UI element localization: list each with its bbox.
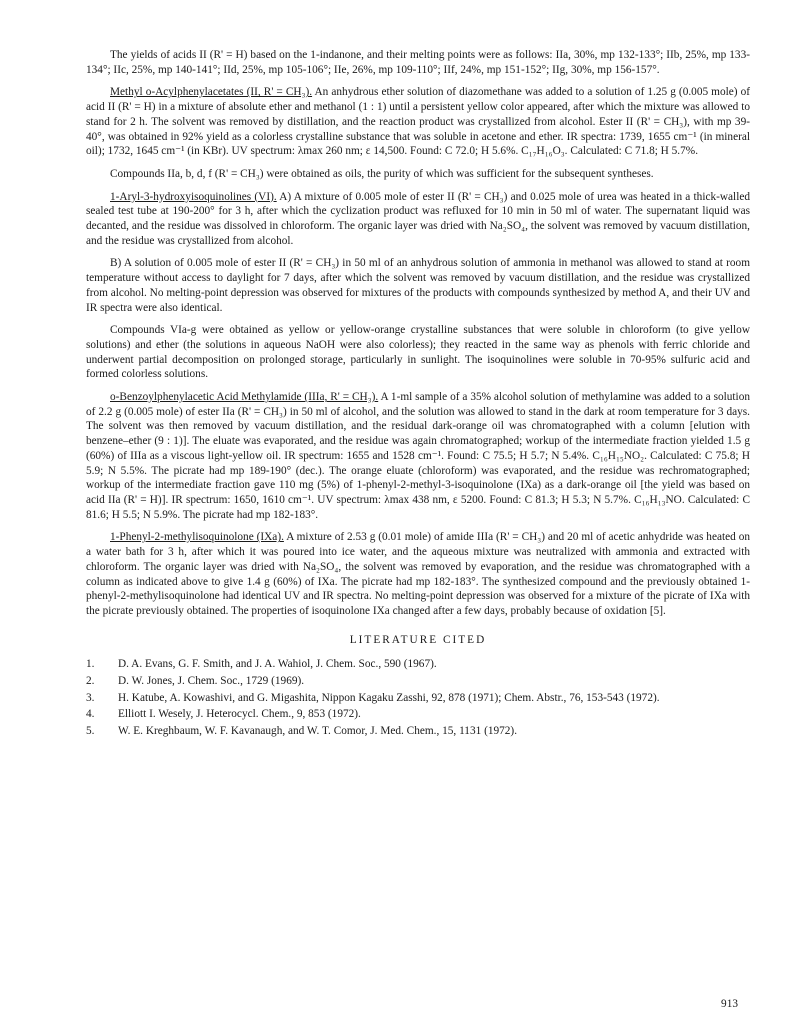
reference-number: 2.: [86, 675, 95, 688]
reference-text: W. E. Kreghbaum, W. F. Kavanaugh, and W. T. Comor, J. Med. Chem., 15, 1131 (1972).: [118, 725, 518, 738]
reference-item: [86, 657, 750, 672]
reference-text: D. W. Jones, J. Chem. Soc., 1729 (1969).: [118, 675, 305, 688]
reference-number: 3.: [86, 691, 95, 704]
paragraph-method-b: B) A solution of 0.005 mole of ester II (R' = CH₃) in 50 ml of an anhydrous solution of ammonia in methanol was allowed to stand at room temperature without access to daylight for 7 days, after which the solvent was removed by vacuum distillation, and the residue was crystallized from alcohol. No melting-point depression was observed for mixtures of the products with compounds synthesized by method A, and their UV and IR spectra were also identical.: [86, 257, 750, 314]
page-number: 913: [721, 998, 738, 1010]
section-heading: Methyl o-Acylphenylacetates (II, R' = CH₃).: [110, 86, 313, 99]
section-heading: o-Benzoylphenylacetic Acid Methylamide (IIIa, R' = CH₃).: [110, 391, 379, 404]
page-body: [86, 48, 750, 741]
paragraph-aryl-hydroxyisoquinolines: 1-Aryl-3-hydroxyisoquinolines (VI). A) A mixture of 0.005 mole of ester II (R' = CH₃) and 0.025 mole of urea was heated in a thick-walled sealed test tube at 190-200° for 3 h, after which the cyclization product was refluxed for 10 min in 50 ml of water. The supernatant liquid was decanted, and the residue was dissolved in chloroform. The organic layer was dried with Na₂SO₄, the solvent was removed by vacuum distillation, and the residue was crystallized from alcohol.: [86, 190, 750, 247]
reference-number: 4.: [86, 708, 95, 721]
paragraph-compounds-via-g: Compounds VIa-g were obtained as yellow or yellow-orange crystalline substances that were soluble in chloroform (to give yellow solutions) and ether (the solutions in aqueous NaOH were also colorless); they reacted in the same way as phenols with ferric chloride and underwent partial decomposition on prolonged storage, particularly in sunlight. The isoquinolines were soluble in 70-95% sulfuric acid and formed colorless solutions.: [86, 324, 750, 381]
paragraph-methyl-acylphenylacetates: Methyl o-Acylphenylacetates (II, R' = CH₃). An anhydrous ether solution of diazomethane was added to a solution of 1.25 g (0.005 mole) of acid II (R' = H) in a mixture of absolute ether and methanol (1 : 1) until a persistent yellow color appeared, after which the mixture was allowed to stand for 2 h. The solvent was removed by distillation, and the reaction product was crystallized from alcohol. Ester II (R' = CH₃), with mp 39-40°, was obtained in 92% yield as a colorless crystalline substance that was soluble in acetone and ether. IR spectra: 1739, 1655 cm⁻¹ (in mineral oil); 1732, 1645 cm⁻¹ (in KBr). UV spectrum: λmax 260 nm; ε 14,500. Found: C 72.0; H 5.6%. C₁₇H₁₆O₃. Calculated: C 71.8; H 5.7%.: [86, 86, 750, 158]
section-heading: 1-Aryl-3-hydroxyisoquinolines (VI).: [110, 190, 277, 203]
reference-item: [86, 674, 750, 689]
reference-item: [86, 724, 750, 739]
reference-number: 1.: [86, 658, 95, 671]
reference-item: [86, 691, 750, 706]
reference-text: H. Katube, A. Kowashivi, and G. Migashita, Nippon Kagaku Zasshi, 92, 878 (1971); Chem. Abstr., 76, 153-543 (1972).: [118, 691, 660, 704]
paragraph-benzoylphenylacetic-methylamide: o-Benzoylphenylacetic Acid Methylamide (IIIa, R' = CH₃). A 1-ml sample of a 35% alcohol solution of methylamine was added to a solution of 2.2 g (0.005 mole) of ester IIa (R' = CH₃) in 50 ml of alcohol, and the solution was allowed to stand in the dark at room temperature for 3 days. The solvent was then removed by vacuum distillation, and the residual dark-orange oil was chromatographed with a column [elution with benzene–ether (9 : 1)]. The eluate was evaporated, and the residue was again chromatographed; workup of the intermediate fraction yielded 1.5 g (60%) of IIIa as a viscous light-yellow oil. IR spectrum: 1655 and 1528 cm⁻¹. Found: C 75.5; H 5.7; N 5.4%. C₁₆H₁₅NO₂. Calculated: C 75.8; H 5.9; N 5.5%. The picrate had mp 189-190° (dec.). The orange eluate (chloroform) was evaporated, and the residue was rechromatographed; workup of the intermediate fraction gave 110 mg (5%) of 1-phenyl-2-methyl-3-isoquinolone (IXa) as a dark-orange oil [the yield was based on acid IIa (R' = H)]. IR spectrum: 1650, 1610 cm⁻¹. UV spectrum: λmax 438 nm, ε 5200. Found: C 81.3; H 5.3; N 5.7%. C₁₆H₁₃NO. Calculated: C 81.6; H 5.5; N 5.9%. The picrate had mp 182-183°.: [86, 391, 750, 521]
literature-cited-heading: LITERATURE CITED: [349, 633, 487, 646]
section-heading: 1-Phenyl-2-methylisoquinolone (IXa).: [110, 531, 284, 544]
reference-text: D. A. Evans, G. F. Smith, and J. A. Wahiol, J. Chem. Soc., 590 (1967).: [118, 658, 437, 671]
reference-item: [86, 707, 750, 722]
reference-text: Elliott I. Wesely, J. Heterocycl. Chem., 9, 853 (1972).: [118, 708, 361, 721]
reference-list: [86, 657, 750, 739]
paragraph-compounds-oils: Compounds IIa, b, d, f (R' = CH₃) were obtained as oils, the purity of which was sufficient for the subsequent syntheses.: [110, 167, 654, 180]
paragraph-phenyl-methylisoquinolone: 1-Phenyl-2-methylisoquinolone (IXa). A mixture of 2.53 g (0.01 mole) of amide IIIa (R' = CH₃) and 20 ml of acetic anhydride was heated on a water bath for 3 h, after which it was poured into ice water, and the aqueous mixture was neutralized with ammonia and extracted with chloroform. The organic layer was dried with Na₂SO₄, the solvent was removed by evaporation, and the residue was chromatographed with a column as indicated above to give 1.4 g (60%) of IXa. The picrate had mp 182-183°. The synthesized compound and the previously obtained 1-phenyl-2-methylisoquinolone had identical UV and IR spectra. No melting-point depression was observed for a mixture of the picrate of IXa with the picrate previously obtained. The properties of isoquinolone IXa changed after a few days, probably because of oxidation [5].: [86, 531, 751, 617]
paragraph-yields: The yields of acids II (R' = H) based on the 1-indanone, and their melting points were as follows: IIa, 30%, mp 132-133°; IIb, 25%, mp 133-134°; IIc, 25%, mp 140-141°; IId, 25%, mp 105-106°; IIe, 26%, mp 109-110°; IIf, 24%, mp 151-152°; IIg, 30%, mp 156-157°.: [86, 49, 750, 76]
reference-number: 5.: [86, 725, 95, 738]
